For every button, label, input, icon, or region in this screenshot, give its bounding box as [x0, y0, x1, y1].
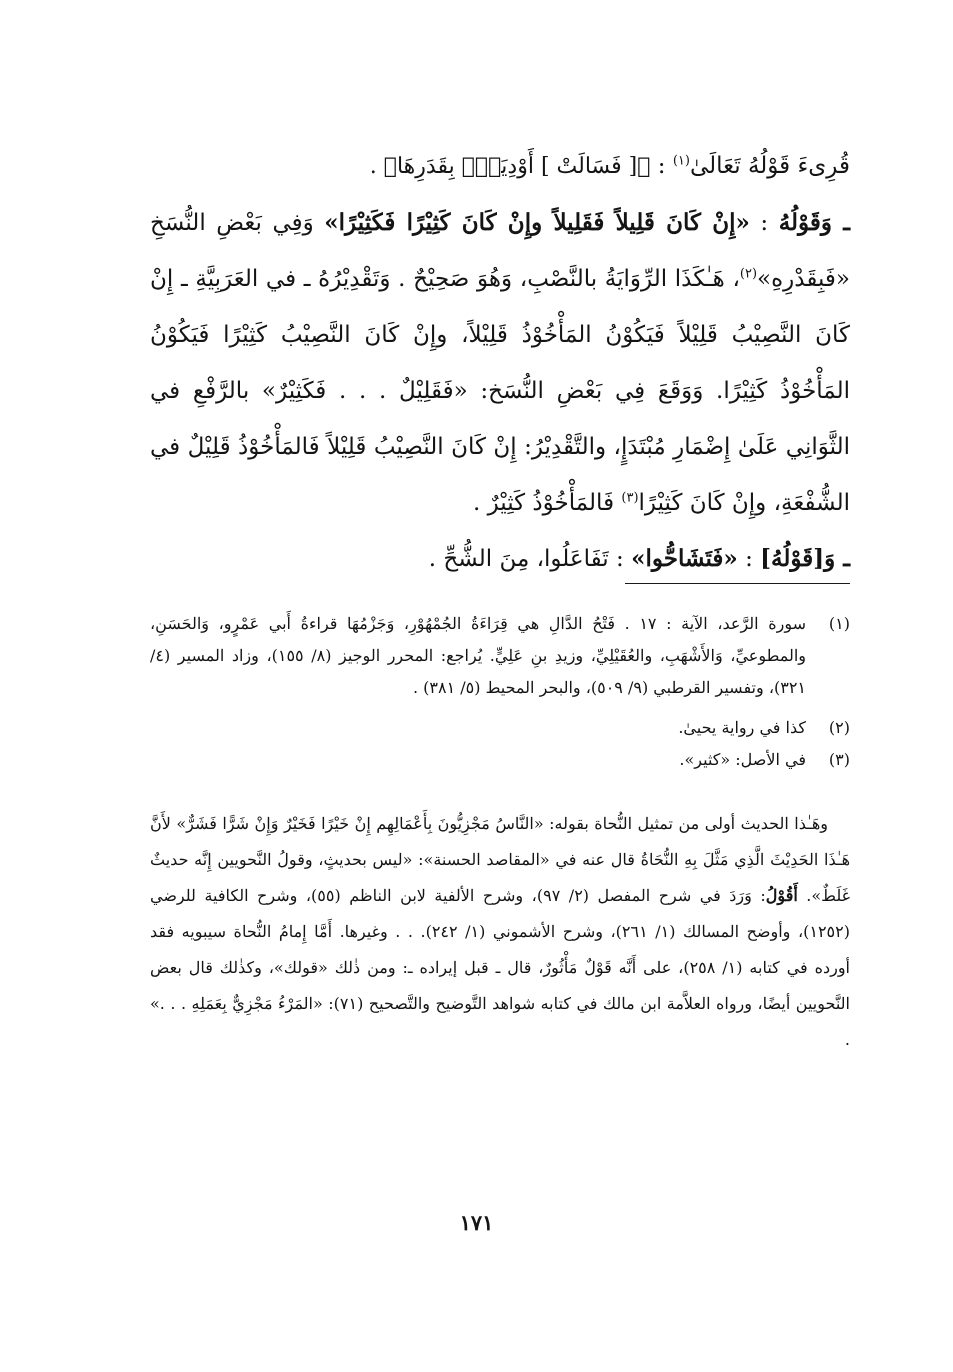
page-number: ١٧١ [459, 1210, 494, 1235]
qawluhu-lead: ـ وَقَوْلُهُ [778, 209, 851, 236]
aqulu-label: أَقُوْلُ [765, 886, 798, 905]
footnotes [150, 608, 850, 776]
footnote-number: (١) [828, 614, 850, 633]
footnote-ref-2[interactable]: (٢) [739, 266, 758, 282]
footnote-ref-3[interactable]: (٣) [621, 490, 639, 506]
footnote-2 [150, 712, 850, 744]
footnote-text: في الأصل: «كثير». [679, 750, 806, 769]
footnote-text: سورة الرَّعد، الآية : ١٧ . فَتْحُ الدَّالِ هي قِرَاءَةُ الجُمْهُوْرِ، وَجَزْمُهَا قراءةُ أَبي عَمْرٍو، وَالحَسَنِ، والمطوعيِّ، وَالأَشْهَبِ، والعُقَيْلِيِّ، وزيدِ بنِ عَلِيٍّ. يُراجع: المحرر الوجيز (٨/ ١٥٥)، وزاد المسير (٤/ ٣٢١)، وتفسير القرطبي (٩/ ٥٠٩)، والبحر المحيط (٥/ ٣٨١) . [150, 614, 807, 697]
qawluhu-lead-2: ـ وَ[قَوْلُهُ] [760, 545, 850, 572]
footnote-number: (٢) [828, 718, 850, 737]
footnote-ref-1[interactable]: (١) [672, 153, 690, 169]
verse-intro: قُرِىءَ قَوْلُهُ تَعَالَىٰ [689, 153, 850, 179]
paragraph-qawluhu-2: ـ وَ[قَوْلُهُ] : «فَتَشَاحُّوا» : تَفَاعَلُوا، مِنَ الشُّحِّ . [428, 545, 850, 572]
footnote-separator [625, 583, 850, 584]
hadith-quote: «إِنْ كَانَ قَلِيلاً فَقَلِيلاً وإِنْ كَانَ كَثِيْرًا فَكَثِيْرًا» [324, 209, 750, 236]
quranic-verse: ﴿[ فَسَالَتْ ] أَوْدِيَةٌۢ بِقَدَرِهَا﴾ . [369, 154, 651, 179]
footnote-3 [150, 744, 850, 776]
commentary-paragraph: وهَـٰذا الحديث أولى من تمثيل النُّحاة بقوله: «النَّاسُ مَجْزِيُّونَ بِأَعْمَالِهِم إِنْ خَيْرًا فَخَيْرٌ وَإِنْ شَرًّا فَشَرٌّ» لأَنَّ هَـٰذَا الحَدِيْثَ الَّذِي مَثَّلَ بِهِ النُّحَاةُ قال عنه في «المقاصد الحسنة»: «ليس بحديثٍ، وقولُ النَّحويين إِنَّه حديثٌ غَلَطٌ». أَقُوْلُ: وَرَدَ في شرح المفصل (٢/ ٩٧)، وشرح الألفية لابن الناظم (٥٥)، وشرح الكافية للرضي (١٢٥٢)، وأوضح المسالك (١/ ٢٦١)، وشرح الأشموني (١/ ٢٤٢). . . وغيرها. أَمَّا إِمامُ النُّحاة سيبويه فقد أورده في كتابه (١/ ٢٥٨)، على أَنَّه قَوْلٌ مَأْثُورٌ، قال ـ قبل إيراده ـ: ومن ذٰلك «قولك»، وكذٰلك قال بعض النَّحويين أيضًا، ورواه العلاَّمة ابن مالك في كتابه شواهد التَّوضيح والتَّصحيح (٧١): «المَرْءُ مَجْزِيٌّ بِعَمَلِهِ . . .» . [150, 814, 851, 1049]
footnote-1 [150, 608, 850, 704]
footnote-number: (٣) [828, 750, 850, 769]
paragraph-verse: قُرِىءَ قَوْلُهُ تَعَالَىٰ$^{(١)}$ : ﴿[ فَسَالَتْ ] أَوْدِيَةٌۢ بِقَدَرِهَا﴾ . [369, 153, 850, 179]
hadith-quote-2: «فَتَشَاحُّوا» [631, 545, 738, 572]
footnote-text: كذا في رواية يحيىٰ. [678, 718, 806, 737]
paragraph-qawluhu-1: ـ وَقَوْلُهُ : «إِنْ كَانَ قَلِيلاً فَقَلِيلاً وإِنْ كَانَ كَثِيْرًا فَكَثِيْرًا» وَفِي بَعْضِ النُّسَخِ «فَبِقَدْرِهِ»$^{(٢)}$، هَـٰكَذَا الرِّوَايَةُ بالنَّصْبِ، وَهُوَ صَحِيْحٌ . وَتَقْدِيْرُهُ ـ في العَرَبِيَّةِ ـ إِنْ كَانَ النَّصِيْبُ قَلِيْلاً فَيَكُوْنُ المَأْخُوْذُ قَلِيْلاً، وإِنْ كَانَ النَّصِيْبُ كَثِيْرًا فَيَكُوْنُ المَأْخُوْذُ كَثِيْرًا. وَوَقَعَ فِي بَعْضِ النُّسَخ: «فَقَلِيْلٌ . . . فَكَثِيْرٌ» بالرَّفْعِ في الثَّوَانِي عَلَىٰ إِضْمَارِ مُبْتَدَإٍ، والتَّقْدِيْرُ: إِنْ كَانَ النَّصِيْبُ قَلِيْلاً فَالمَأْخُوْذُ قَلِيْلٌ في الشُّفْعَةِ، وإِنْ كَانَ كَثِيْرًا$^{(٣)}$ فَالمَأْخُوْذُ كَثِيْرٌ . [150, 209, 851, 516]
commentary-note [150, 806, 850, 1058]
main-text [150, 138, 850, 587]
